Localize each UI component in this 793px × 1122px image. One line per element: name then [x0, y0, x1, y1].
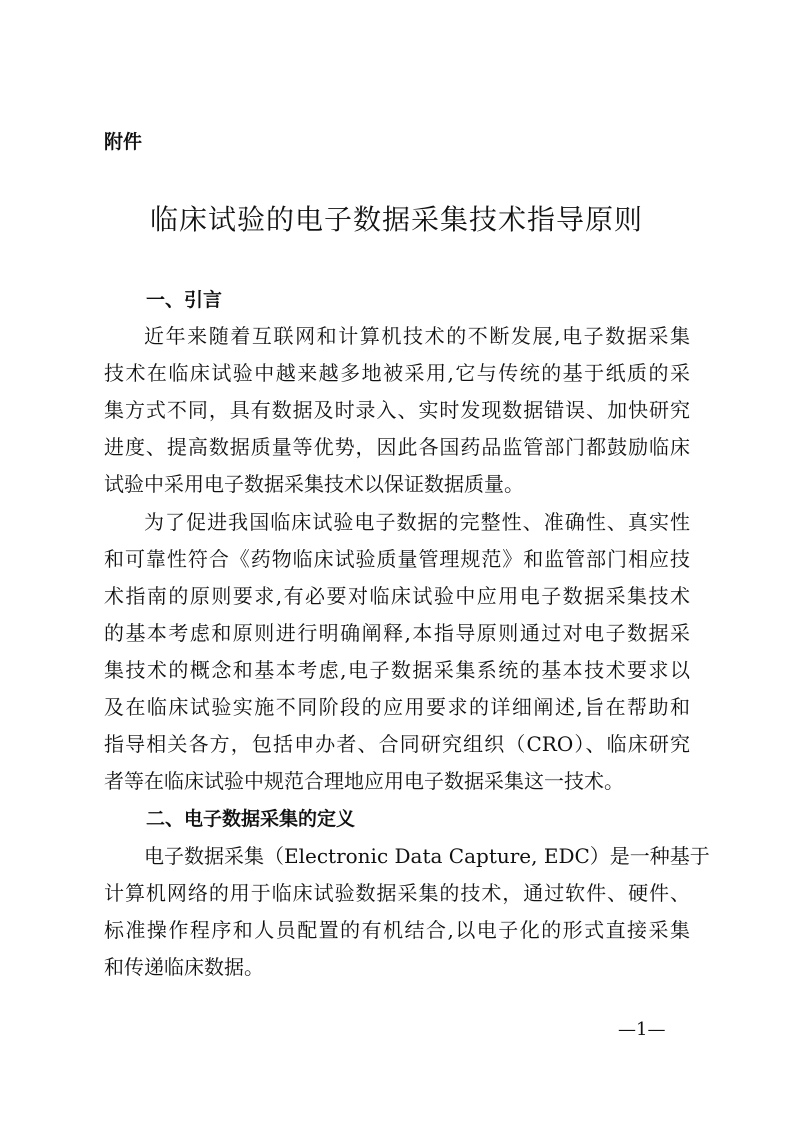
text-line: 近年来随着互联网和计算机技术的不断发展,电子数据采集	[144, 324, 690, 348]
text-line: 及在临床试验实施不同阶段的应用要求的详细阐述,旨在帮助和	[104, 695, 690, 719]
text-line: 计算机网络的用于临床试验数据采集的技术，通过软件、硬件、	[104, 881, 690, 905]
text-line: 电子数据采集（Electronic Data Capture, EDC）是一种基于	[144, 844, 710, 868]
text-line: 的基本考虑和原则进行明确阐释,本指导原则通过对电子数据采	[104, 621, 690, 645]
text-line: 指导相关各方，包括申办者、合同研究组织（CRO）、临床研究	[104, 732, 690, 756]
text-line: 者等在临床试验中规范合理地应用电子数据采集这一技术。	[104, 769, 624, 793]
document-title: 临床试验的电子数据采集技术指导原则	[149, 203, 643, 236]
page-number: —1—	[618, 1019, 666, 1040]
text-line: 术指南的原则要求,有必要对临床试验中应用电子数据采集技术	[104, 584, 690, 608]
section-heading-introduction: 一、引言	[146, 289, 223, 311]
text-line: 技术在临床试验中越来越多地被采用,它与传统的基于纸质的采	[104, 361, 690, 385]
text-line: 集技术的概念和基本考虑,电子数据采集系统的基本技术要求以	[104, 658, 690, 682]
text-line: 试验中采用电子数据采集技术以保证数据质量。	[104, 472, 524, 496]
attachment-label: 附件	[104, 131, 143, 153]
text-line: 为了促进我国临床试验电子数据的完整性、准确性、真实性	[144, 510, 690, 534]
text-line: 和可靠性符合《药物临床试验质量管理规范》和监管部门相应技	[104, 547, 690, 571]
paragraph-introduction-2	[104, 504, 690, 800]
text-line: 和传递临床数据。	[104, 955, 264, 979]
paragraph-definition-1	[104, 838, 710, 986]
text-line: 集方式不同，具有数据及时录入、实时发现数据错误、加快研究	[104, 398, 690, 422]
paragraph-introduction-1	[104, 318, 690, 503]
section-heading-definition: 二、电子数据采集的定义	[146, 808, 356, 830]
text-line: 标准操作程序和人员配置的有机结合,以电子化的形式直接采集	[104, 918, 690, 942]
text-line: 进度、提高数据质量等优势，因此各国药品监管部门都鼓励临床	[104, 435, 690, 459]
